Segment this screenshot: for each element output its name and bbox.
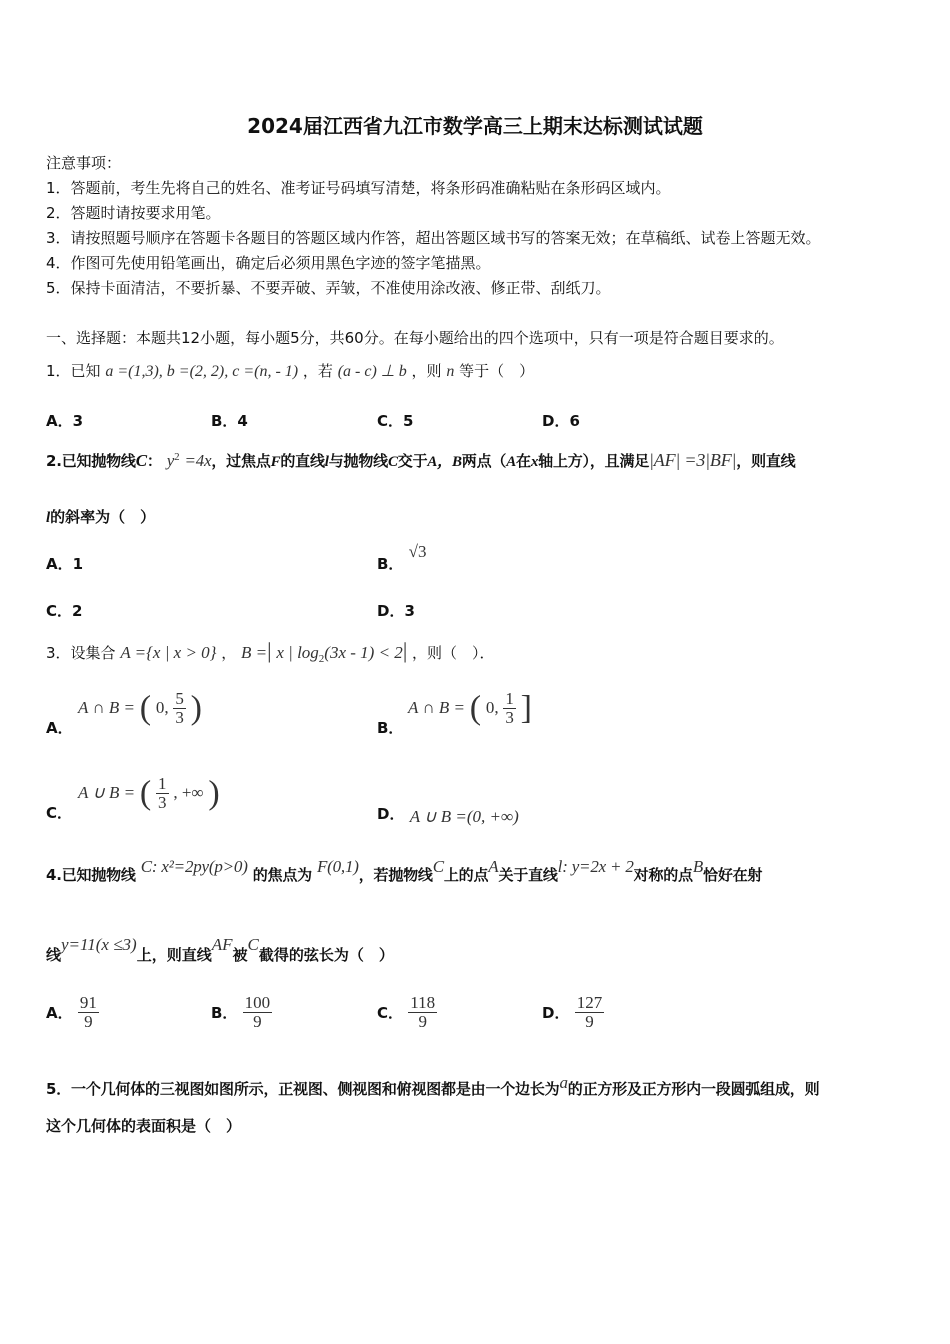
q3-b-bracket-close: ]: [520, 689, 532, 727]
q5-math-a: a: [559, 1073, 568, 1092]
q4-part4: 上的点: [443, 866, 489, 884]
q2-math-y: y: [166, 451, 175, 470]
q4-option-d: [542, 994, 604, 1031]
question-1: [46, 360, 534, 381]
q3-c-num: 1: [158, 774, 167, 793]
q4-part3: ，若抛物线: [358, 866, 433, 884]
q4-a-num: 91: [79, 993, 97, 1012]
q2-option-b-math: √3: [408, 542, 427, 561]
q4-math-af: AF: [211, 935, 233, 954]
q4-math-b: B: [692, 857, 704, 876]
q2-line2-l: l: [46, 510, 51, 526]
q4-math-ray: y=11(x ≤3): [61, 935, 137, 954]
page-title: 2024届江西省九江市数学高三上期末达标测试试题: [247, 114, 703, 138]
q3-b-num: 1: [505, 689, 514, 708]
q3-brace-close: |: [402, 638, 408, 663]
q4-math-a: A: [488, 857, 499, 876]
q4-c-num: 118: [410, 993, 436, 1012]
q2-option-b: [377, 542, 427, 574]
notice-item-1: 1．答题前，考生先将自己的姓名、准考证号码填写清楚，将条形码准确粘贴在条形码区域内。: [46, 179, 671, 197]
q2-part8: 轴上方），且满足: [538, 452, 650, 470]
q4-line2-c: 被: [232, 946, 248, 964]
q4-b-den: 9: [253, 1011, 262, 1031]
q1-suffix: 等于（ ）: [459, 362, 535, 380]
q1-option-b: B．4: [211, 412, 248, 430]
q4-option-b-frac: [243, 994, 273, 1031]
q2-colon: ：: [146, 452, 162, 470]
q3-option-a-math: [78, 690, 202, 727]
q3-c-den: 3: [158, 792, 167, 812]
q2-part3: 的直线: [280, 452, 325, 470]
q2-option-d: D．3: [377, 602, 415, 620]
q4-d-num: 127: [576, 993, 603, 1012]
q4-math-parabola: C: x²=2py(p>0): [140, 857, 248, 876]
q4-c-den: 9: [418, 1011, 427, 1031]
q3-b-lhs: A ∩ B =: [408, 697, 465, 717]
q4-a-den: 9: [84, 1011, 93, 1031]
q4-option-d-frac: [575, 994, 605, 1031]
q3-c-paren-close: ): [208, 774, 220, 812]
q1-math-n: n: [446, 363, 455, 380]
q4-part7: 恰好在射: [703, 866, 763, 884]
q3-option-b-math: [408, 690, 532, 727]
section-heading: 一、选择题：本题共12小题，每小题5分，共60分。在每小题给出的四个选项中，只有一项是符合题目要求的。: [46, 329, 784, 347]
q2-part5: 交于: [397, 452, 428, 470]
q2-part2: ，过焦点: [211, 452, 271, 470]
q2-line2-rest: 的斜率为（ ）: [50, 508, 156, 526]
q1-mid: ，若: [302, 362, 333, 380]
q3-option-d: [377, 803, 519, 824]
q2-prefix: 2.已知抛物线: [46, 452, 136, 470]
q3-option-d-label: D．: [377, 805, 405, 823]
q4-part5: 关于直线: [498, 866, 558, 884]
q2-part6: 两点（: [461, 452, 507, 470]
q3-brace-open: |: [267, 638, 272, 663]
q3-a-inner: 0,: [155, 697, 169, 717]
q3-a-paren-close: ): [190, 689, 202, 727]
q3-option-b-label: B．: [377, 719, 404, 737]
notice-header: 注意事项：: [46, 154, 122, 172]
q3-option-d-math: A ∪ B =(0, +∞): [409, 807, 519, 826]
q3-c-tail: , +∞: [173, 782, 204, 802]
notice-item-4: 4．作图可先使用铅笔画出，确定后必须用黑色字迹的签字笔描黑。: [46, 254, 491, 272]
q1-mid2: ，则: [411, 362, 442, 380]
notice-item-5: 5．保持卡面清洁，不要折暴、不要弄破、弄皱，不准使用涂改液、修正带、刮纸刀。: [46, 279, 611, 297]
q4-option-c-frac: [408, 994, 437, 1031]
q3-a-num: 5: [175, 689, 184, 708]
q3-b-den: 3: [505, 707, 514, 727]
q4-math-c: C: [432, 857, 444, 876]
q4-option-a-label: A．: [46, 1003, 73, 1022]
q2-c: C: [135, 451, 147, 470]
q3-c-paren-open: (: [139, 774, 152, 812]
question-2-line2: [46, 506, 155, 527]
q3-suffix: ，则（ ）．: [412, 644, 495, 662]
q3-prefix: 3．设集合: [46, 644, 116, 662]
question-4-line2: [46, 935, 394, 965]
q4-option-a: [46, 994, 99, 1031]
question-5: [46, 1073, 820, 1099]
q1-option-d: D．6: [542, 412, 580, 430]
q2-c2: C: [387, 454, 398, 470]
question-5-line2: 这个几何体的表面积是（ ）: [46, 1117, 242, 1135]
q3-c-lhs: A ∪ B =: [78, 782, 136, 802]
q4-math-c2: C: [247, 935, 259, 954]
q3-math-b-lhs: B =: [241, 643, 268, 662]
q2-option-a: A．1: [46, 555, 84, 573]
notice-item-3: 3．请按照题号顺序在答题卡各题目的答题区域内作答，超出答题区域书写的答案无效；在草稿纸、试卷上答题无效。: [46, 229, 821, 247]
q1-math-vectors: a =(1,3), b =(2, 2), c =(n, - 1): [105, 363, 299, 380]
q3-c-frac: [156, 775, 169, 812]
q2-math-sup: 2: [174, 451, 180, 463]
q3-math-b-sub: 2: [318, 653, 325, 665]
q3-option-c: [46, 774, 72, 823]
q2-math-eq: =4x: [184, 451, 212, 470]
question-3: [46, 638, 495, 665]
q3-b-frac: [503, 690, 516, 727]
q3-math-b-log: x | log: [276, 643, 319, 662]
q4-option-b: [211, 994, 272, 1031]
q3-sep: ，: [221, 644, 237, 662]
q4-line2-b: 上，则直线: [136, 946, 212, 964]
q2-part7: 在: [516, 452, 531, 470]
q3-b-inner: 0,: [485, 697, 499, 717]
q2-a2: A: [506, 454, 517, 470]
notice-item-2: 2．答题时请按要求用笔。: [46, 204, 221, 222]
q3-option-c-label: C．: [46, 804, 73, 822]
q3-a-den: 3: [175, 707, 184, 727]
q3-option-b: [377, 689, 403, 738]
q4-math-line: l: y=2x + 2: [557, 857, 634, 876]
q3-b-paren-open: (: [469, 689, 482, 727]
q4-option-c: [377, 994, 437, 1031]
q5-line1-a: 5．一个几何体的三视图如图所示，正视图、侧视图和俯视图都是由一个边长为: [46, 1080, 560, 1098]
q4-d-den: 9: [585, 1011, 594, 1031]
q3-math-a: A ={x | x > 0}: [120, 643, 217, 662]
q2-ab: A，B: [427, 454, 462, 470]
q2-option-c: C．2: [46, 602, 83, 620]
q2-part4: 与抛物线: [328, 452, 388, 470]
q4-part2: 的焦点为: [252, 866, 312, 884]
q4-part6: 对称的点: [633, 866, 693, 884]
q4-option-d-label: D．: [542, 1003, 570, 1022]
q4-option-c-label: C．: [377, 1003, 404, 1022]
q1-option-a: A．3: [46, 412, 84, 430]
q4-line2-a: 线: [46, 946, 62, 964]
q1-option-c: C．5: [377, 412, 414, 430]
q2-option-b-label: B．: [377, 555, 404, 573]
q4-prefix: 4.已知抛物线: [46, 866, 136, 884]
q5-line1-b: 的正方形及正方形内一段圆弧组成，则: [567, 1080, 820, 1098]
q3-option-a-label: A．: [46, 719, 73, 737]
q4-option-b-label: B．: [211, 1003, 238, 1022]
q4-math-focus: F(0,1): [316, 857, 359, 876]
q2-part9: ，则直线: [736, 452, 796, 470]
q4-line2-d: 截得的弦长为（ ）: [258, 946, 394, 964]
question-4: [46, 857, 763, 885]
q4-b-num: 100: [244, 993, 271, 1012]
q2-math-condition: |AF| =3|BF|: [649, 450, 737, 470]
q1-math-condition: (a - c) ⊥ b: [337, 363, 407, 380]
q1-prefix: 1．已知: [46, 362, 101, 380]
q2-f: F: [270, 454, 281, 470]
q3-a-paren-open: (: [139, 689, 152, 727]
q3-option-c-math: [78, 775, 220, 812]
q2-x: x: [530, 454, 539, 470]
q3-a-frac: [173, 690, 186, 727]
q3-option-a: [46, 689, 73, 738]
question-2: [46, 450, 795, 471]
q3-math-b-rest: (3x - 1) < 2: [324, 643, 403, 662]
q3-a-lhs: A ∩ B =: [78, 697, 135, 717]
q4-option-a-frac: [78, 994, 99, 1031]
q2-l: l: [324, 454, 329, 470]
